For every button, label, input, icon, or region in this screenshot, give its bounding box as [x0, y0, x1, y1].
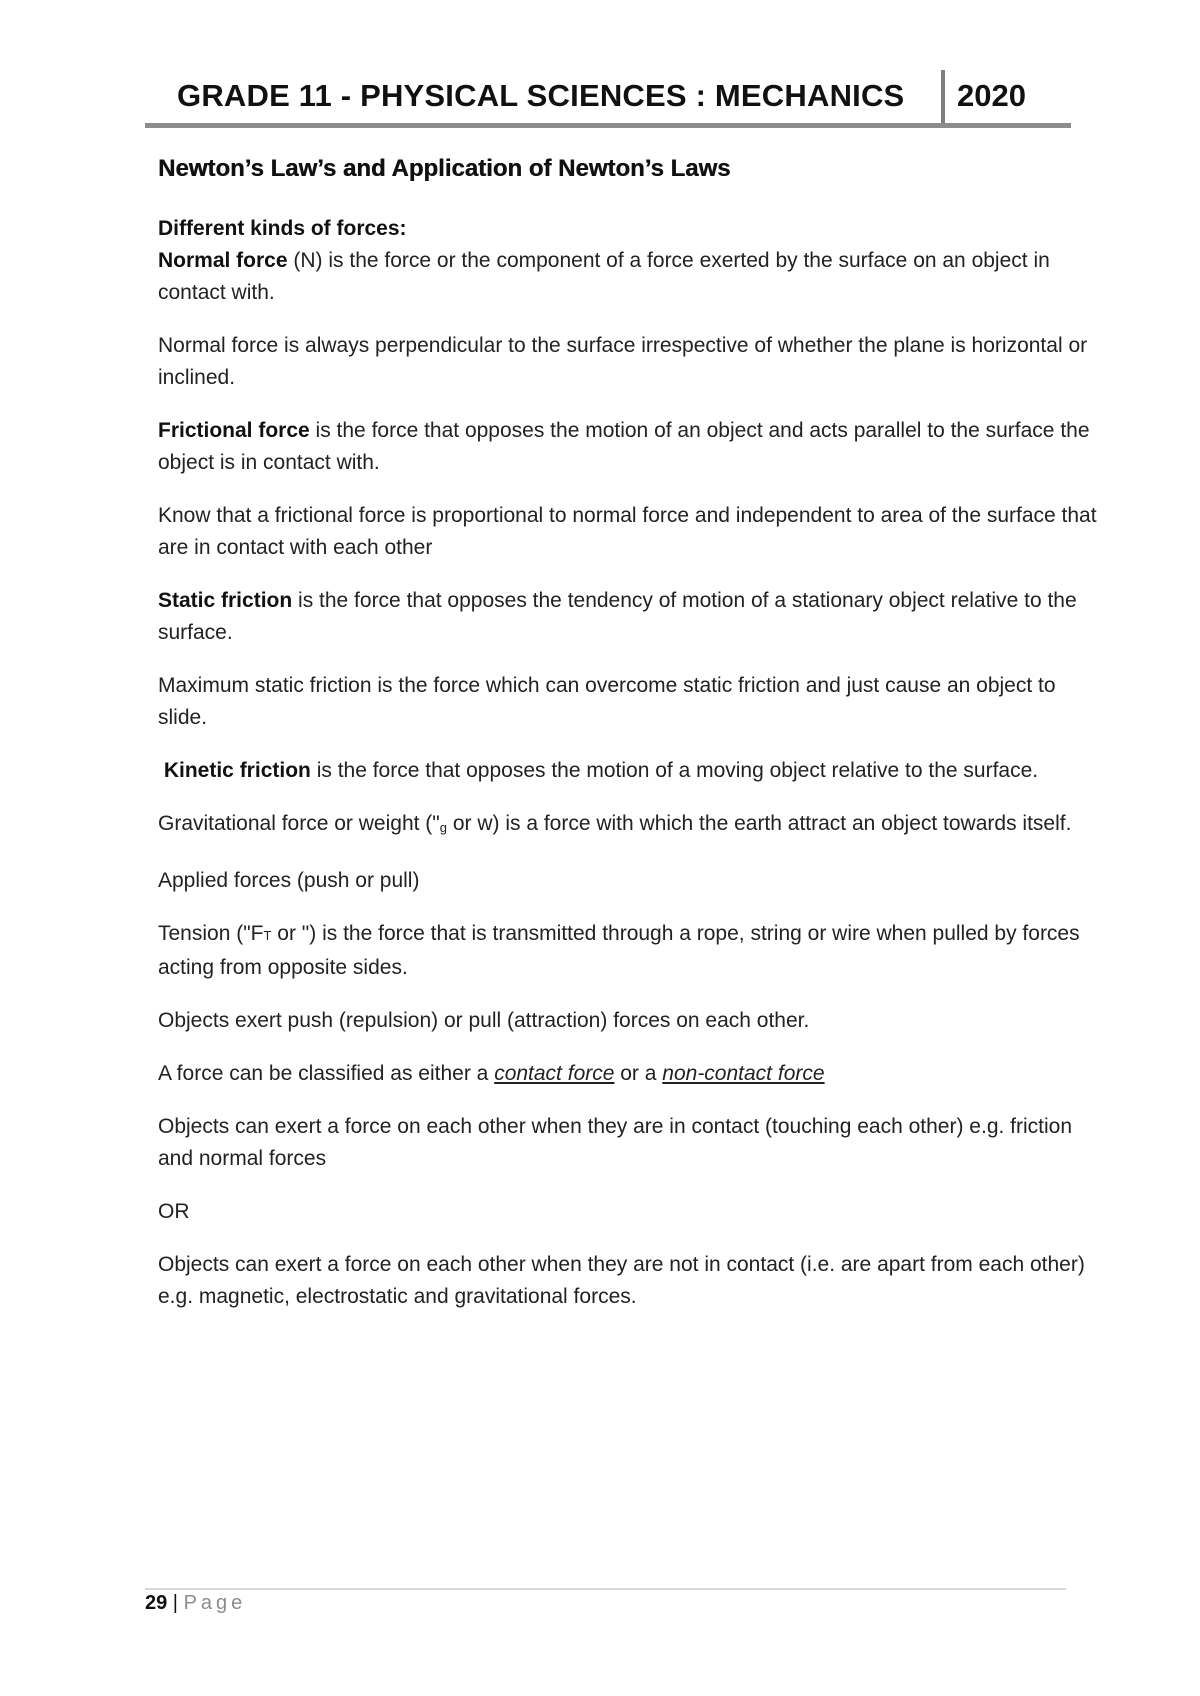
- page-number: 29: [145, 1592, 168, 1614]
- tension-pre: Tension ("F: [158, 922, 264, 945]
- kinetic-friction-term: Kinetic friction: [163, 759, 311, 782]
- kinetic-friction-text: is the force that opposes the motion of a moving object relative to the surface.: [310, 759, 1039, 782]
- static-friction-paragraph: [158, 585, 1098, 649]
- header-separator: [941, 70, 945, 126]
- non-contact-force-term: non-contact force: [662, 1062, 825, 1085]
- tension-sub: T: [263, 928, 272, 943]
- classified-pre: A force can be classified as either a: [158, 1062, 495, 1085]
- contact-force-term: contact force: [494, 1062, 615, 1085]
- gravitational-pre: Gravitational force or weight (": [158, 812, 440, 835]
- header-title: GRADE 11 - PHYSICAL SCIENCES : MECHANICS: [177, 78, 905, 113]
- non-contact-example-paragraph: Objects can exert a force on each other when they are not in contact (i.e. are apart from each other) e.g. magnetic, electrostatic and gravitational forces.: [158, 1253, 1085, 1308]
- frictional-force-text: is the force that opposes the motion of an object and acts parallel to the surface the object is in contact with.: [158, 419, 1090, 474]
- page-header: [145, 68, 1070, 128]
- static-friction-term: Static friction: [158, 589, 293, 612]
- normal-force-text: (N) is the force or the component of a force exerted by the surface on an object in contact with.: [158, 249, 1050, 304]
- tension-post: or ") is the force that is transmitted through a rope, string or wire when pulled by forces acting from opposite sides.: [158, 922, 1080, 979]
- max-static-friction-paragraph: Maximum static friction is the force which can overcome static friction and just cause an object to slide.: [158, 674, 1056, 729]
- footer-rule: [145, 1588, 1066, 1590]
- section-title: Newton’s Law’s and Application of Newton’s Laws: [158, 155, 731, 182]
- friction-proportional-paragraph: Know that a frictional force is proportional to normal force and independent to area of the surface that are in contact with each other: [158, 504, 1097, 559]
- contact-example-paragraph: Objects can exert a force on each other when they are in contact (touching each other) e.g. friction and normal forces: [158, 1115, 1073, 1170]
- main-content: [158, 155, 1098, 1334]
- gravitational-post: or w) is a force with which the earth attract an object towards itself.: [446, 812, 1072, 835]
- or-paragraph: OR: [158, 1200, 190, 1223]
- normal-force-term: Normal force: [158, 249, 288, 272]
- tension-paragraph: [158, 918, 1098, 984]
- frictional-force-term: Frictional force: [158, 419, 310, 442]
- gravitational-paragraph: [158, 808, 1098, 844]
- header-rule: [145, 123, 1071, 128]
- gravitational-sub: g: [439, 820, 447, 835]
- applied-forces-paragraph: Applied forces (push or pull): [158, 869, 420, 892]
- page-separator: |: [167, 1592, 184, 1614]
- normal-force-paragraph: [158, 245, 1098, 309]
- classified-paragraph: [158, 1058, 1098, 1090]
- kinds-heading: Different kinds of forces:: [158, 217, 407, 240]
- push-pull-paragraph: Objects exert push (repulsion) or pull (attraction) forces on each other.: [158, 1009, 810, 1032]
- normal-perpendicular-paragraph: Normal force is always perpendicular to the surface irrespective of whether the plane is horizontal or inclined.: [158, 334, 1088, 389]
- frictional-force-paragraph: [158, 415, 1098, 479]
- classified-mid: or a: [614, 1062, 663, 1085]
- static-friction-text: is the force that opposes the tendency of motion of a stationary object relative to the surface.: [158, 589, 1077, 644]
- header-year: 2020: [957, 78, 1026, 113]
- page-label: Page: [183, 1592, 247, 1614]
- page-footer: [145, 1592, 246, 1615]
- kinetic-friction-paragraph: [158, 755, 1098, 787]
